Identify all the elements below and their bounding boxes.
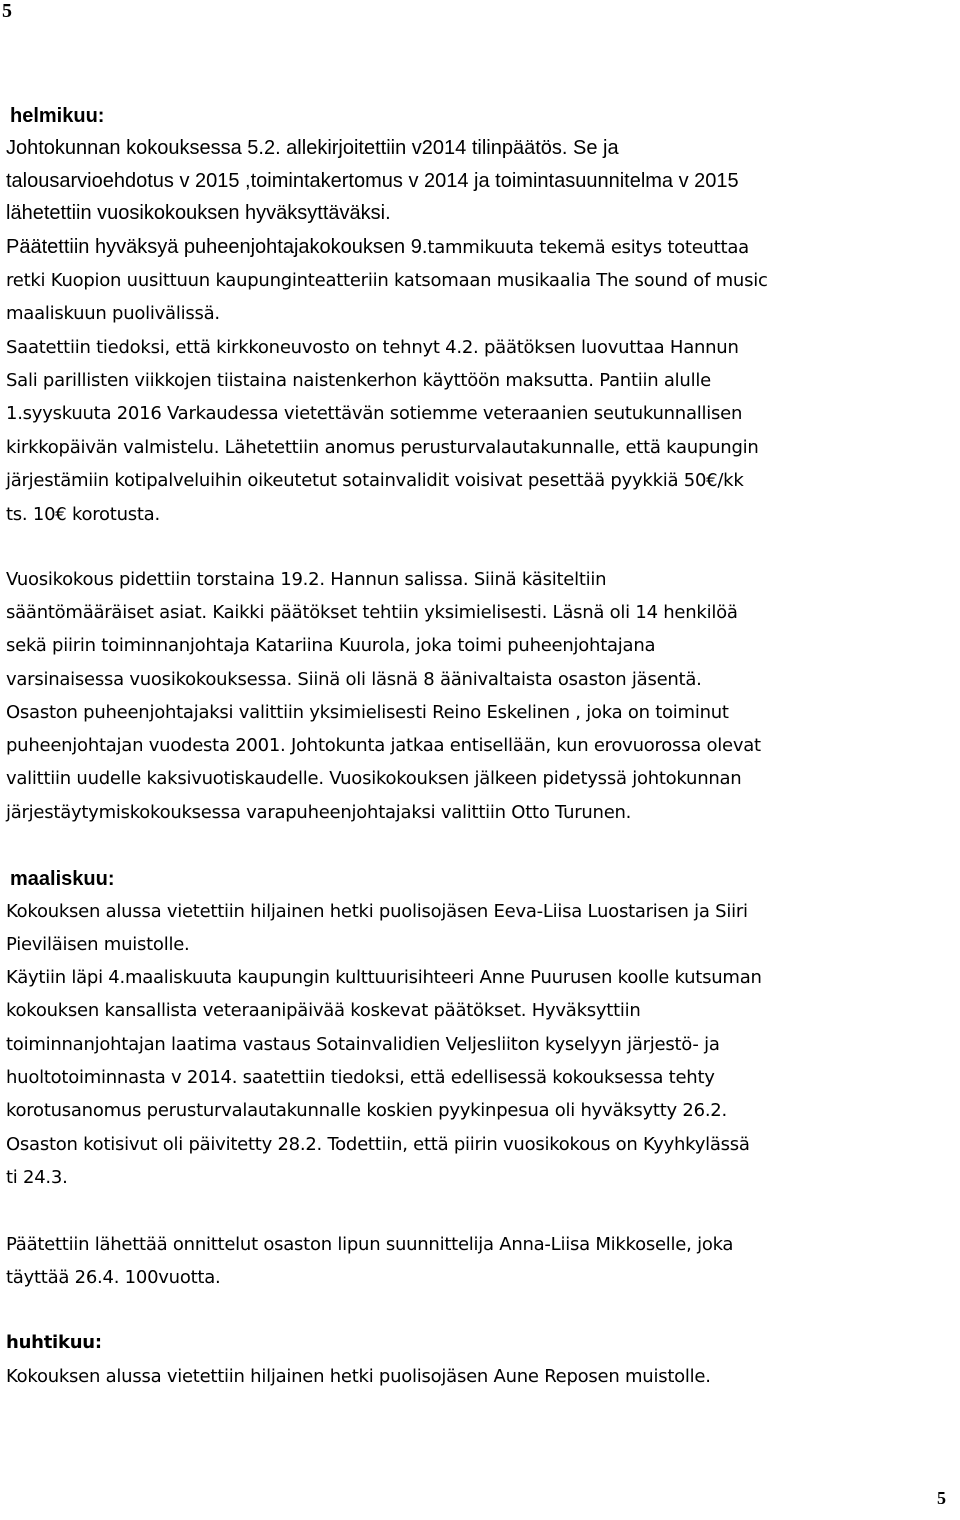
- text-line: Saatettiin tiedoksi, että kirkkoneuvosto on tehnyt 4.2. päätöksen luovuttaa Hannun: [6, 337, 739, 358]
- page-number-bottom: 5: [937, 1488, 946, 1508]
- text-line: kokouksen kansallista veteraanipäivää koskevat päätökset. Hyväksyttiin: [6, 1000, 641, 1021]
- text-line: Vuosikokous pidettiin torstaina 19.2. Hannun salissa. Siinä käsiteltiin: [6, 569, 607, 590]
- text-line: Johtokunnan kokouksessa 5.2. allekirjoitettiin v2014 tilinpäätös. Se ja: [6, 137, 619, 159]
- text-line: retki Kuopion uusittuun kaupunginteatteriin katsomaan musikaalia The sound of music: [6, 270, 768, 291]
- text-line: valittiin uudelle kaksivuotiskaudelle. Vuosikokouksen jälkeen pidetyssä johtokunnan: [6, 768, 742, 789]
- text-line: toiminnanjohtajan laatima vastaus Sotainvalidien Veljesliiton kyselyyn järjestö- ja: [6, 1034, 720, 1055]
- text-line: varsinaisessa vuosikokouksessa. Siinä oli läsnä 8 äänivaltaista osaston jäsentä.: [6, 669, 702, 690]
- text-line: Sali parillisten viikkojen tiistaina naistenkerhon käyttöön maksutta. Pantiin alulle: [6, 370, 711, 391]
- page-number-top: 5: [2, 0, 12, 22]
- text-line: Kokouksen alussa vietettiin hiljainen hetki puolisojäsen Eeva-Liisa Luostarisen ja Siiri: [6, 901, 748, 922]
- text-line: puheenjohtajan vuodesta 2001. Johtokunta jatkaa entisellään, kun erovuorossa olevat: [6, 735, 761, 756]
- text-line: Pieviläisen muistolle.: [6, 934, 190, 955]
- text-line: ti 24.3.: [6, 1167, 68, 1188]
- text-line: järjestämiin kotipalveluihin oikeutetut sotainvalidit voisivat pesettää pyykkiä 50€/kk: [6, 470, 744, 491]
- text-line: maaliskuun puolivälissä.: [6, 303, 220, 324]
- text-line: kirkkopäivän valmistelu. Lähetettiin anomus perusturvalautakunnalle, että kaupungin: [6, 437, 759, 458]
- text-line: Osaston kotisivut oli päivitetty 28.2. Todettiin, että piirin vuosikokous on Kyyhkylässä: [6, 1134, 750, 1155]
- text-line: ts. 10€ korotusta.: [6, 504, 160, 525]
- text-line: [6, 235, 749, 260]
- text-line: täyttää 26.4. 100vuotta.: [6, 1267, 221, 1288]
- text-run: Päätettiin hyväksyä puheenjohtajakokouksen 9.: [6, 236, 428, 258]
- text-line: talousarvioehdotus v 2015 ,toimintakertomus v 2014 ja toimintasuunnitelma v 2015: [6, 170, 739, 192]
- text-line: sekä piirin toiminnanjohtaja Katariina Kuurola, joka toimi puheenjohtajana: [6, 635, 656, 656]
- text-line: järjestäytymiskokouksessa varapuheenjohtajaksi valittiin Otto Turunen.: [6, 802, 632, 823]
- text-line: huoltotoiminnasta v 2014. saatettiin tiedoksi, että edellisessä kokouksessa tehty: [6, 1067, 715, 1088]
- text-line: Päätettiin lähettää onnittelut osaston lipun suunnittelija Anna-Liisa Mikkoselle, joka: [6, 1234, 734, 1255]
- text-line: lähetettiin vuosikokouksen hyväksyttäväksi.: [6, 202, 391, 224]
- text-line: Käytiin läpi 4.maaliskuuta kaupungin kulttuurisihteeri Anne Puurusen koolle kutsuman: [6, 967, 762, 988]
- text-line: sääntömääräiset asiat. Kaikki päätökset tehtiin yksimielisesti. Läsnä oli 14 henkilöä: [6, 602, 738, 623]
- section-heading-helmikuu: helmikuu:: [10, 105, 105, 127]
- text-line: korotusanomus perusturvalautakunnalle koskien pyykinpesua oli hyväksytty 26.2.: [6, 1100, 727, 1121]
- section-heading-huhtikuu: huhtikuu:: [6, 1332, 102, 1353]
- text-line: Kokouksen alussa vietettiin hiljainen hetki puolisojäsen Aune Reposen muistolle.: [6, 1366, 711, 1387]
- section-heading-maaliskuu: maaliskuu:: [10, 868, 115, 890]
- text-run: tammikuuta tekemä esitys toteuttaa: [427, 237, 749, 258]
- text-line: 1.syyskuuta 2016 Varkaudessa vietettävän sotiemme veteraanien seutukunnallisen: [6, 403, 743, 424]
- text-line: Osaston puheenjohtajaksi valittiin yksimielisesti Reino Eskelinen , joka on toiminut: [6, 702, 729, 723]
